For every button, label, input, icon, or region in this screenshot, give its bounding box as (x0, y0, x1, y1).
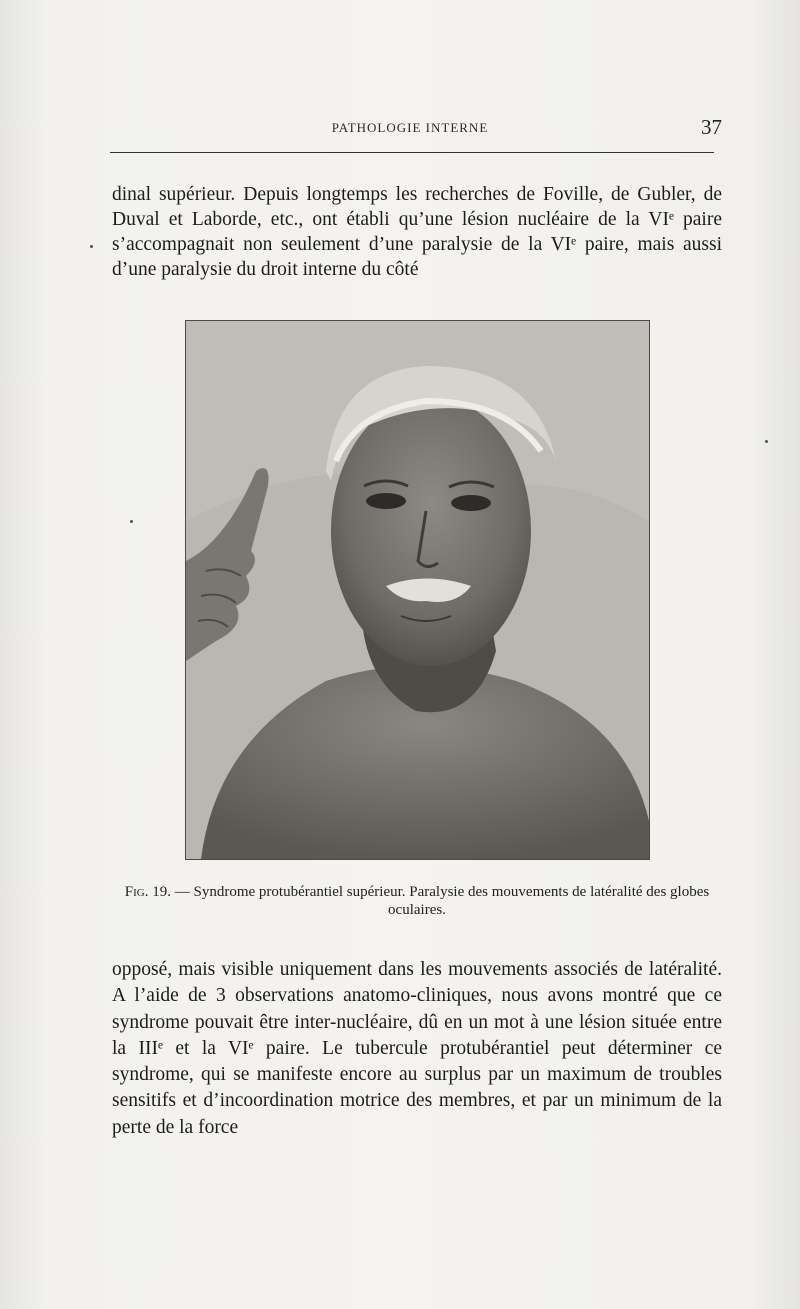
page-number: 37 (701, 115, 722, 139)
figure-caption (112, 883, 722, 919)
scan-speck (130, 520, 133, 523)
scan-speck (90, 245, 93, 248)
paragraph-bottom (112, 957, 722, 1141)
header-rule (110, 152, 714, 153)
figure-label: Fig. 19. (124, 884, 171, 900)
paragraph-bottom-text: opposé, mais visible uniquement dans les mouvements associés de latéralité. A l’aide de 3 observations anatomo-cliniques, nous avons montré que ce syndrome pouvait être inter-nucléaire, dû en un mot à une lésion située entre la IIIᵉ et la VIᵉ paire. Le tubercule protubérantiel peut déterminer ce syndrome, qui se manifeste encore au surplus par un maximum de troubles sensitifs et d’incoordination motrice des membres, et par un minimum de la perte de la force (112, 959, 722, 1138)
figure-caption-text: — Syndrome protubérantiel supérieur. Paralysie des mouvements de latéralité des globes oculaires. (171, 884, 710, 918)
figure-photograph (185, 320, 650, 860)
paragraph-top-text: dinal supérieur. Depuis longtemps les recherches de Foville, de Gubler, de Duval et Laborde, etc., ont établi qu’une lésion nucléaire de la VIᵉ paire s’accompagnait non seulement d’une paralysie de la VIᵉ paire, mais aussi d’une paralysie du droit interne du côté (112, 184, 722, 280)
scan-speck (765, 440, 768, 443)
running-header (110, 115, 722, 140)
paragraph-top (112, 182, 722, 282)
head-shape (331, 396, 531, 666)
patient-photo-illustration (186, 321, 649, 859)
running-title: PATHOLOGIE INTERNE (331, 120, 489, 135)
